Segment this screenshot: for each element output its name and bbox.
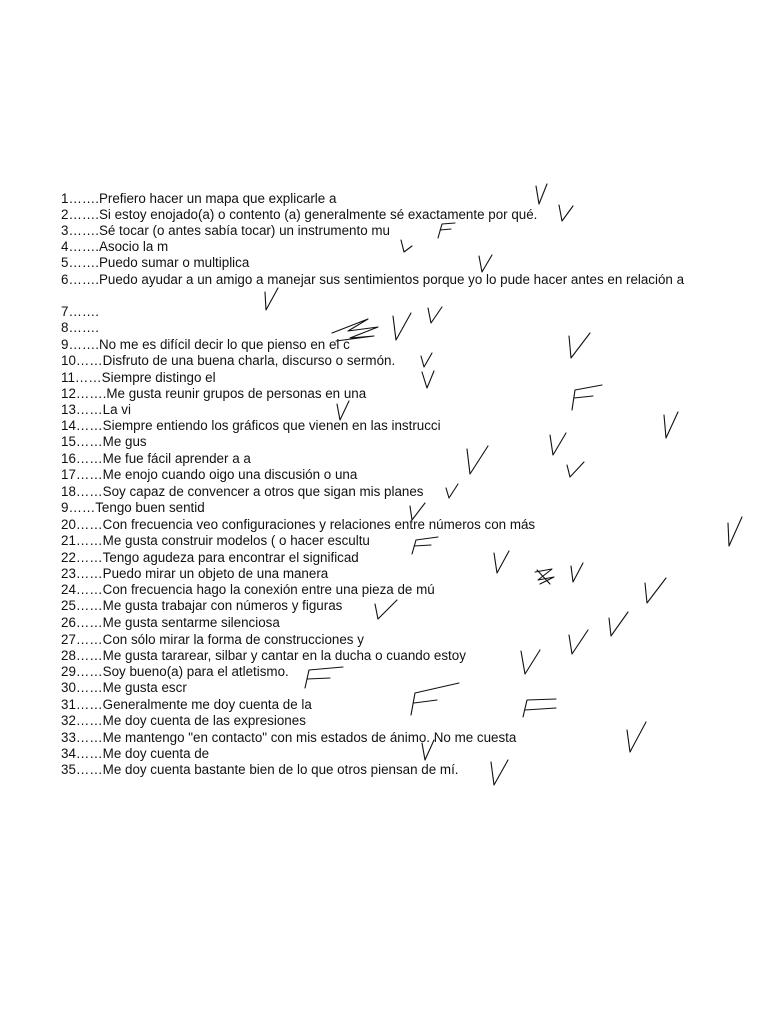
handwritten-v-mark	[521, 650, 540, 674]
question-line: 27……Con sólo mirar la forma de construcciones y	[61, 632, 364, 647]
question-line: 34……Me doy cuenta de	[61, 746, 210, 761]
handwritten-f-mark	[305, 667, 343, 688]
question-line: 33……Me mantengo "en contacto" con mis estados de ánimo. No me cuesta	[61, 730, 517, 745]
question-line: 8…….	[61, 320, 99, 335]
handwritten-v-mark	[467, 446, 488, 474]
question-line: 24……Con frecuencia hago la conexión entre una pieza de mú	[61, 582, 435, 597]
question-line: 9…….No me es difícil decir lo que pienso en el c	[61, 337, 350, 352]
handwritten-f-mark	[572, 385, 602, 410]
handwritten-v-mark	[446, 484, 458, 498]
handwritten-f-mark	[411, 683, 459, 715]
question-line: 22……Tengo agudeza para encontrar el significad	[61, 550, 359, 565]
question-line: 3…….Sé tocar (o antes sabía tocar) un instrumento mu	[61, 223, 390, 238]
question-line: 35……Me doy cuenta bastante bien de lo que otros piensan de mí.	[61, 762, 459, 777]
handwritten-v-mark	[567, 462, 584, 477]
handwritten-v-mark	[627, 722, 646, 752]
question-line: 17……Me enojo cuando oigo una discusión o una	[61, 467, 358, 482]
handwritten-v-mark	[428, 307, 442, 323]
question-line: 29……Soy bueno(a) para el atletismo.	[61, 664, 289, 679]
question-line: 32……Me doy cuenta de las expresiones	[61, 713, 306, 728]
question-line: 4…….Asocio la m	[61, 239, 169, 254]
question-line: 1…….Prefiero hacer un mapa que explicarle a	[61, 191, 337, 206]
question-line: 15……Me gus	[61, 434, 147, 449]
handwritten-v-mark	[728, 517, 742, 546]
question-line: 26……Me gusta sentarme silenciosa	[61, 615, 280, 630]
question-line: 10……Disfruto de una buena charla, discurso o sermón.	[61, 353, 396, 368]
question-line: 14……Siempre entiendo los gráficos que vienen en las instrucci	[61, 418, 441, 433]
handwritten-v-mark	[491, 760, 508, 785]
handwritten-f-mark	[412, 537, 438, 554]
question-line: 23……Puedo mirar un objeto de una manera	[61, 566, 329, 581]
handwritten-scribble	[535, 569, 554, 584]
handwritten-v-mark	[536, 184, 547, 204]
handwritten-v-mark	[664, 412, 678, 438]
question-line: 18……Soy capaz de convencer a otros que sigan mis planes	[61, 484, 424, 499]
handwritten-v-mark	[421, 353, 432, 367]
question-line: 11……Siempre distingo el	[61, 370, 216, 385]
handwritten-v-mark	[393, 313, 411, 340]
question-line: 16……Me fue fácil aprender a a	[61, 451, 251, 466]
question-line: 9……Tengo buen sentid	[61, 500, 205, 515]
handwritten-v-mark	[550, 433, 566, 455]
handwritten-v-mark	[422, 371, 434, 388]
question-line: 6…….Puedo ayudar a un amigo a manejar sus sentimientos porque yo lo pude hacer antes en relación a	[61, 272, 685, 287]
handwritten-v-mark	[479, 255, 492, 272]
question-line: 5…….Puedo sumar o multiplica	[61, 255, 250, 270]
handwritten-v-mark	[569, 333, 590, 358]
handwritten-f-mark	[523, 699, 556, 717]
handwritten-v-mark	[494, 551, 509, 573]
question-line: 25……Me gusta trabajar con números y figuras	[61, 598, 343, 613]
handwritten-v-mark	[609, 612, 628, 636]
question-line: 7…….	[61, 304, 99, 319]
question-line: 28……Me gusta tararear, silbar y cantar en la ducha o cuando estoy	[61, 648, 466, 663]
handwritten-v-mark	[571, 563, 583, 582]
handwritten-f-mark	[438, 223, 455, 238]
question-line: 30……Me gusta escr	[61, 680, 187, 695]
handwritten-v-mark	[645, 578, 666, 603]
question-line: 2…….Si estoy enojado(a) o contento (a) generalmente sé exactamente por qué.	[61, 207, 538, 222]
question-line: 13……La vi	[61, 402, 131, 417]
handwritten-v-mark	[559, 205, 573, 221]
handwritten-v-mark	[265, 288, 278, 310]
handwritten-v-mark	[401, 240, 412, 252]
question-line: 21……Me gusta construir modelos ( o hacer escultu	[61, 533, 370, 548]
question-line: 31……Generalmente me doy cuenta de la	[61, 697, 312, 712]
question-line: 20……Con frecuencia veo configuraciones y relaciones entre números con más	[61, 517, 536, 532]
handwritten-v-mark	[569, 630, 588, 654]
question-line: 12…….Me gusta reunir grupos de personas en una	[61, 386, 367, 401]
handwritten-v-mark	[375, 600, 397, 619]
